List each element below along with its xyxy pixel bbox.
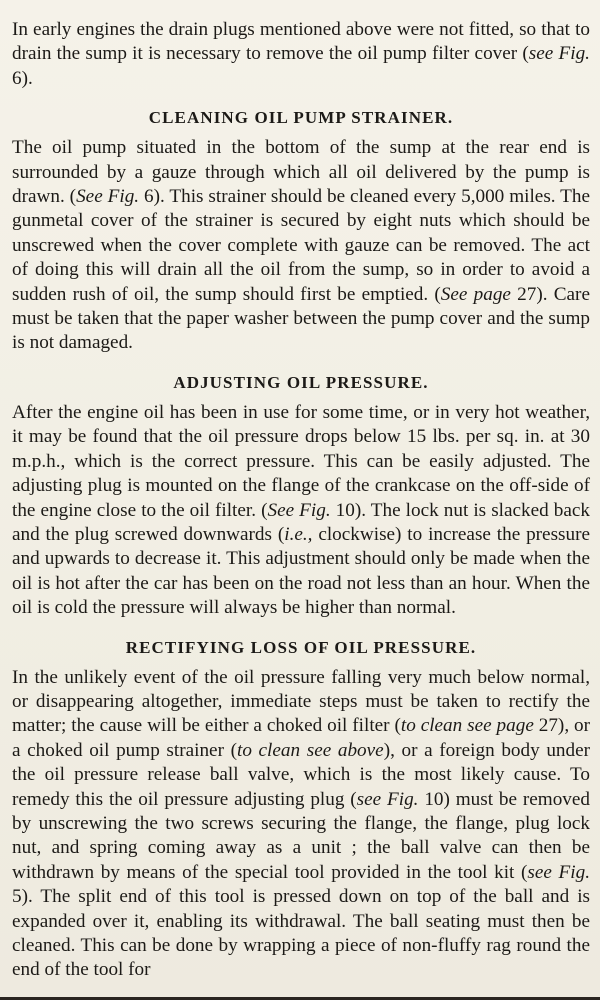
section-paragraph-cleaning-strainer — [12, 136, 590, 356]
intro-tail: ). — [21, 67, 33, 89]
paragraph-text: 27), or a choked oil pump strainer ( — [12, 715, 590, 761]
intro-paragraph — [12, 18, 590, 91]
page-reference: See page — [440, 283, 511, 305]
section-heading-rectifying-loss: RECTIFYING LOSS OF OIL PRESSURE. — [125, 637, 477, 657]
intro-figure-reference: see Fig. — [528, 43, 590, 65]
paragraph-text: 10). The lock nut is slacked back and the plug screwed downwards ( — [12, 499, 591, 545]
cross-reference: to clean see above — [236, 739, 384, 761]
intro-text: In early engines the drain plugs mentioned above were not fitted, so that to drain the sump it is necessary to remove the oil pump filter cover ( — [12, 19, 590, 65]
section-heading-cleaning-strainer: CLEANING OIL PUMP STRAINER. — [148, 108, 454, 128]
paragraph-text: 6). This strainer should be cleaned every 5,000 miles. The gunmetal cover of the strainer is secured by eight nuts which should be unscrewed when the cover complete with gauze can be removed. The act of doing this will drain all the oil from the sump, so in order to avoid a sudden rush of oil, the sump should first be emptied. ( — [12, 186, 590, 305]
paragraph-text: After the engine oil has been in use for some time, or in very hot weather, it may be found that the oil pressure drops below 15 lbs. per sq. in. at 30 m.p.h., which is the correct pressure. This can be easily adjusted. The adjusting plug is mounted on the flange of the crankcase on the off-side of the engine close to the oil filter. ( — [12, 401, 590, 521]
figure-reference: see Fig. — [527, 861, 590, 883]
paragraph-text: 27). Care must be taken that the paper washer between the pump cover and the sump is not damaged. — [12, 283, 590, 354]
paragraph-text: The oil pump situated in the bottom of the sump at the rear end is surrounded by a gauze through which all oil delivered by the pump is drawn. ( — [12, 137, 590, 208]
figure-reference: See Fig. — [267, 499, 331, 521]
section-paragraph-adjusting-pressure — [12, 401, 590, 621]
figure-reference: see Fig. — [356, 788, 419, 810]
paragraph-text: 10) must be removed by unscrewing the two screws securing the flange, the flange, plug lock nut, and spring coming away as a unit ; the ball valve can then be withdrawn by means of the special tool provided in the tool kit ( — [12, 788, 590, 883]
section-paragraph-rectifying-loss — [12, 666, 590, 983]
figure-reference: See Fig. — [76, 186, 140, 208]
abbreviation: i.e., — [284, 523, 313, 545]
paragraph-text: In the unlikely event of the oil pressure falling very much below normal, or disappearing altogether, immediate steps must be taken to rectify the matter; the cause will be either a choked oil filter ( — [12, 666, 590, 737]
paragraph-text: 5). The split end of this tool is pressed down on top of the ball and is expanded over it, enabling its withdrawal. The ball seating must then be cleaned. This can be done by wrapping a piece of non-fluffy rag round the end of the tool for — [12, 886, 590, 981]
page-reference: to clean see page — [400, 715, 534, 737]
paragraph-text: ), or a foreign body under the oil pressure release ball valve, which is the most likely cause. To remedy this the oil pressure adjusting plug ( — [12, 739, 591, 810]
section-heading-adjusting-pressure: ADJUSTING OIL PRESSURE. — [173, 372, 429, 392]
paragraph-text: clockwise) to increase the pressure and upwards to decrease it. This adjustment should only be made when the oil is hot after the car has been on the road not less than an hour. When the oil is cold the pressure will always be higher than normal. — [12, 523, 590, 619]
intro-figure-number: 6 — [12, 67, 22, 89]
